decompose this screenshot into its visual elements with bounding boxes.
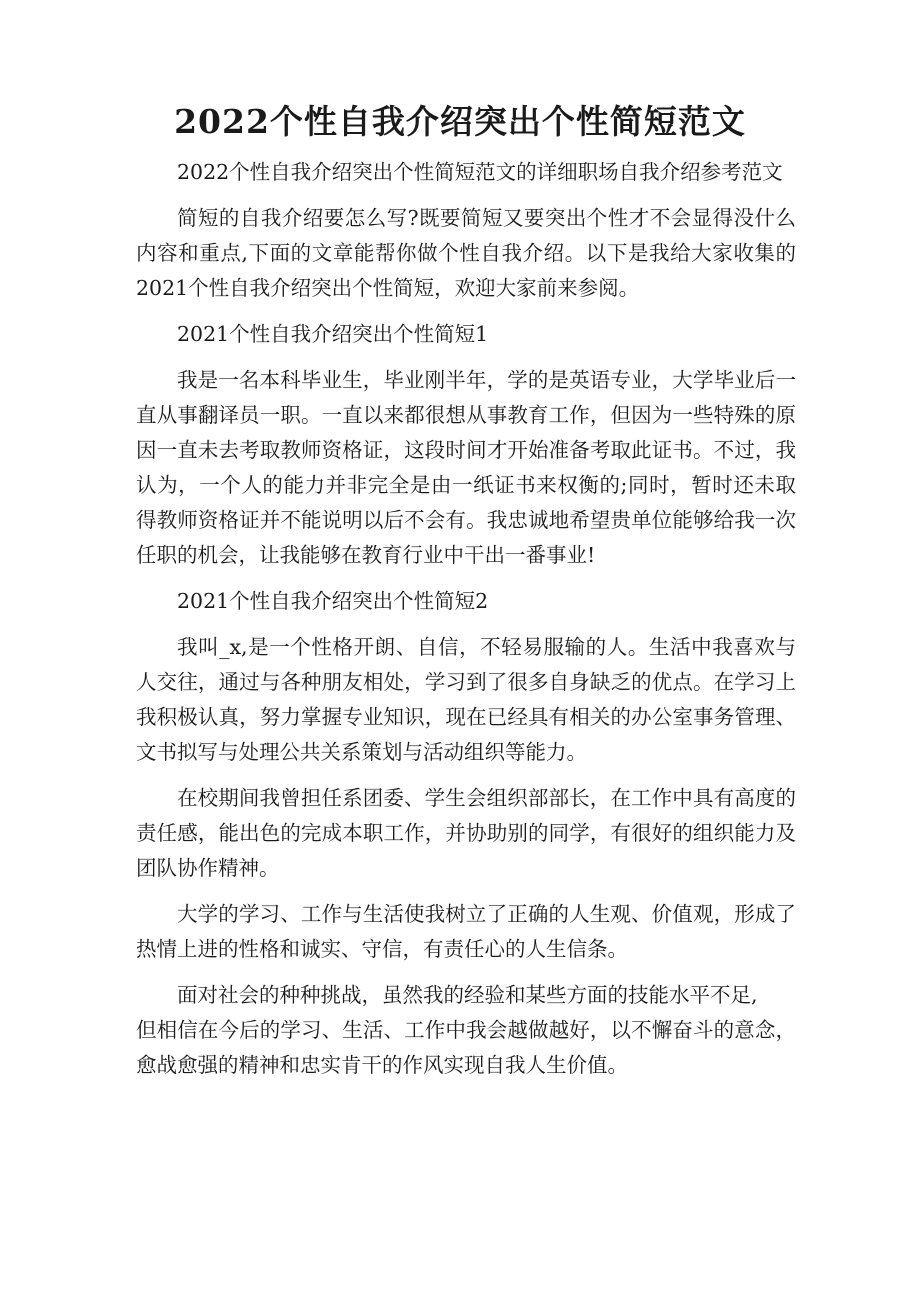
paragraph-preface: 简短的自我介绍要怎么写?既要简短又要突出个性才不会显得没什么内容和重点,下面的文章能帮你做个性自我介绍。以下是我给大家收集的2021个性自我介绍突出个性简短，欢迎大家前来参阅。 xyxy=(136,206,796,300)
paragraph-sample-2-personality: 我叫_x,是一个性格开朗、自信，不轻易服输的人。生活中我喜欢与人交往，通过与各种朋友相处，学习到了很多自身缺乏的优点。在学习上我积极认真，努力掌握专业知识，现在已经具有相关的办公室事务管理、文书拟写与处理公共关系策划与活动组织等能力。 xyxy=(136,635,796,764)
section-heading-2: 2021个性自我介绍突出个性简短2 xyxy=(177,589,489,613)
paragraph-sample-2-campus: 在校期间我曾担任系团委、学生会组织部部长，在工作中具有高度的责任感，能出色的完成本职工作，并协助别的同学，有很好的组织能力及团队协作精神。 xyxy=(136,786,796,880)
document-body xyxy=(136,155,796,1094)
paragraph-closing: 但相信在今后的学习、生活、工作中我会越做越好，以不懈奋斗的意念，愈战愈强的精神和忠实肯干的作风实现自我人生价值。 xyxy=(136,1018,796,1077)
paragraph-intro: 2022个性自我介绍突出个性简短范文的详细职场自我介绍参考范文 xyxy=(177,160,783,184)
paragraph-sample-2-values: 大学的学习、工作与生活使我树立了正确的人生观、价值观，形成了热情上进的性格和诚实、守信，有责任心的人生信条。 xyxy=(136,902,796,961)
paragraph-sample-1: 我是一名本科毕业生，毕业刚半年，学的是英语专业，大学毕业后一直从事翻译员一职。一直以来都很想从事教育工作，但因为一些特殊的原因一直未去考取教师资格证，这段时间才开始准备考取此证书。不过，我认为，一个人的能力并非完全是由一纸证书来权衡的;同时，暂时还未取得教师资格证并不能说明以后不会有。我忠诚地希望贵单位能够给我一次任职的机会，让我能够在教育行业中干出一番事业! xyxy=(136,368,796,567)
document-title: 2022个性自我介绍突出个性简短范文 xyxy=(174,102,746,141)
paragraph-sample-2-challenges: 面对社会的种种挑战，虽然我的经验和某些方面的技能水平不足, xyxy=(177,983,758,1007)
section-heading-1: 2021个性自我介绍突出个性简短1 xyxy=(177,322,489,346)
